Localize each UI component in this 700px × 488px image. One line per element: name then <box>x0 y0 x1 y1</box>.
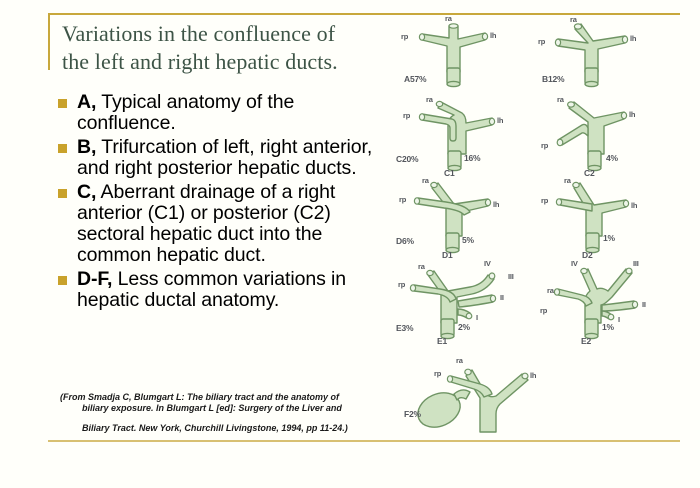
bullet-item-a-label: A, <box>77 91 97 113</box>
bullet-item-df-body: Less common variations in hepatic ductal anatomy. <box>77 268 347 311</box>
figure-b-label-rp: rp <box>538 37 546 46</box>
figure-e2-label-ii: II <box>642 300 646 309</box>
figure-a-label-rp: rp <box>401 32 409 41</box>
figure-e2-label-iv: IV <box>571 259 578 268</box>
bullet-item-c <box>58 182 388 266</box>
figure-c2 <box>536 96 656 178</box>
bullet-item-a-text <box>77 92 388 134</box>
title-line-1: Variations in the confluence of <box>62 21 336 46</box>
figure-b-label-ra: ra <box>570 15 577 24</box>
bullet-item-b <box>58 137 388 179</box>
figure-d-caption: D6% <box>396 236 414 246</box>
figure-f-diagram <box>404 354 574 446</box>
top-accent-rule <box>48 13 680 15</box>
figure-d1-name: D1 <box>442 250 453 260</box>
figure-c1-label-lh: lh <box>497 116 504 125</box>
figure-e1-label-i: I <box>476 313 478 322</box>
figure-d1-label-ra: ra <box>422 176 429 185</box>
figure-e2-label-ra: ra <box>547 286 554 295</box>
figure-e1-name: E1 <box>437 336 447 346</box>
figure-e1-label-iii: III <box>508 272 514 281</box>
square-bullet-icon <box>58 189 67 198</box>
figure-d1-diagram <box>396 178 516 260</box>
square-bullet-icon <box>58 276 67 285</box>
figure-e1-percent: 2% <box>458 322 470 332</box>
figure-e1-label-rp: rp <box>398 280 406 289</box>
citation-line-3: Biliary Tract. New York, Churchill Livingstone, 1994, pp 11-24.) <box>82 423 348 433</box>
figure-panel <box>392 16 692 436</box>
citation-line-2: biliary exposure. In Blumgart L [ed]: Surgery of the Liver and <box>82 403 342 413</box>
figure-e2-label-rp: rp <box>540 306 548 315</box>
figure-a-label-ra: ra <box>445 14 452 23</box>
bullet-item-b-text <box>77 137 388 179</box>
figure-c2-label-rp: rp <box>541 141 549 150</box>
figure-c1-label-rp: rp <box>403 111 411 120</box>
bullet-item-df-text <box>77 269 388 311</box>
figure-e2-percent: 1% <box>602 322 614 332</box>
figure-c1-name: C1 <box>444 168 455 178</box>
source-citation <box>60 392 390 434</box>
figure-f-label-rp: rp <box>434 369 442 378</box>
figure-a-label-lh: lh <box>490 31 497 40</box>
figure-d2-name: D2 <box>582 250 593 260</box>
figure-c-caption: C20% <box>396 154 419 164</box>
figure-e1-label-ii: II <box>500 293 504 302</box>
figure-d2 <box>536 178 656 260</box>
figure-e2-label-i: I <box>618 315 620 324</box>
figure-c1-diagram <box>396 96 516 178</box>
figure-f <box>404 354 574 446</box>
figure-b-caption: B12% <box>542 74 565 84</box>
bottom-accent-rule <box>48 440 680 442</box>
figure-e2-name: E2 <box>581 336 591 346</box>
figure-d1-label-lh: lh <box>493 200 500 209</box>
bullet-item-c-text <box>77 182 388 266</box>
bullet-item-df-label: D-F, <box>77 268 113 290</box>
figure-c2-diagram <box>536 96 656 178</box>
figure-e1-label-iv: IV <box>484 259 491 268</box>
slide-title <box>62 20 387 76</box>
figure-a <box>392 16 512 94</box>
figure-c2-label-lh: lh <box>629 110 636 119</box>
figure-e1 <box>396 261 521 351</box>
figure-d1-percent: 5% <box>462 235 474 245</box>
left-accent-rule <box>48 13 50 70</box>
square-bullet-icon <box>58 144 67 153</box>
figure-c1-label-ra: ra <box>426 95 433 104</box>
bullet-item-b-label: B, <box>77 136 97 158</box>
figure-c2-label-ra: ra <box>557 95 564 104</box>
figure-e2 <box>540 261 665 351</box>
figure-e1-diagram <box>396 261 521 351</box>
figure-c1 <box>396 96 516 178</box>
bullet-item-a <box>58 92 388 134</box>
figure-d2-label-lh: lh <box>631 201 638 210</box>
figure-c2-percent: 4% <box>606 153 618 163</box>
bullet-item-df <box>58 269 388 311</box>
figure-b <box>530 16 650 94</box>
figure-d2-label-ra: ra <box>564 176 571 185</box>
figure-e2-diagram <box>540 261 665 351</box>
square-bullet-icon <box>58 99 67 108</box>
bullet-item-a-body: Typical anatomy of the confluence. <box>77 91 295 134</box>
figure-b-label-lh: lh <box>630 34 637 43</box>
title-line-2: the left and right hepatic ducts. <box>62 49 338 74</box>
figure-d2-percent: 1% <box>603 233 615 243</box>
figure-c2-name: C2 <box>584 168 595 178</box>
bullet-item-c-label: C, <box>77 181 97 203</box>
figure-e1-label-ra: ra <box>418 262 425 271</box>
bullet-item-b-body: Trifurcation of left, right anterior, and right posterior hepatic ducts. <box>77 136 373 179</box>
figure-d1-label-rp: rp <box>399 195 407 204</box>
figure-d2-diagram <box>536 178 656 260</box>
figure-f-label-ra: ra <box>456 356 463 365</box>
figure-d1 <box>396 178 516 260</box>
figure-f-caption: F2% <box>404 409 421 419</box>
citation-line-1: (From Smadja C, Blumgart L: The biliary tract and the anatomy of <box>60 392 340 402</box>
figure-a-caption: A57% <box>404 74 427 84</box>
figure-f-label-lh: lh <box>530 371 537 380</box>
bullet-list <box>58 92 388 314</box>
figure-c1-percent: 16% <box>464 153 481 163</box>
figure-e-caption: E3% <box>396 323 414 333</box>
figure-e2-label-iii: III <box>633 259 639 268</box>
figure-d2-label-rp: rp <box>541 196 549 205</box>
bullet-item-c-body: Aberrant drainage of a right anterior (C1) or posterior (C2) sectoral hepatic duct into the common hepatic duct. <box>77 181 336 266</box>
